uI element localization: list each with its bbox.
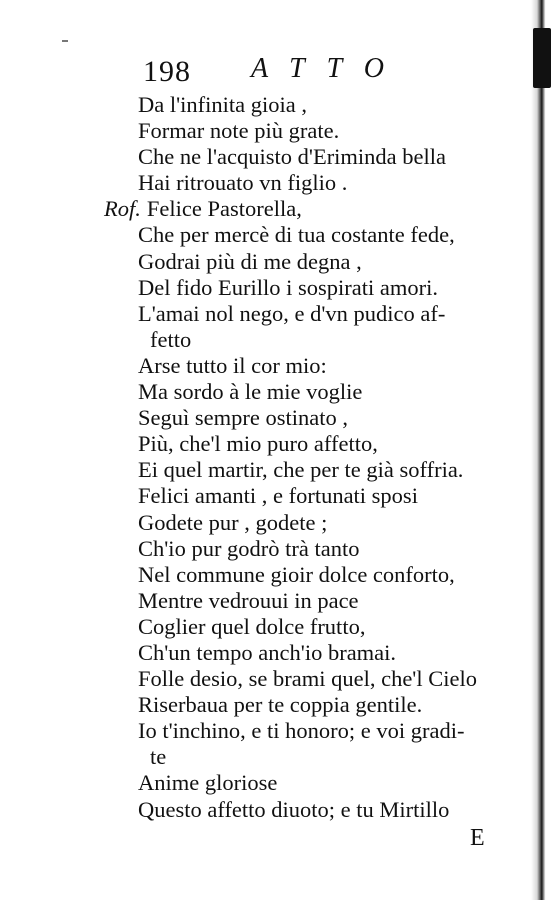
text-line: Formar note più grate. (138, 118, 340, 144)
page-header (143, 53, 443, 89)
text-line: Questo affetto diuoto; e tu Mirtillo (138, 796, 450, 822)
text-line (104, 196, 534, 222)
text-line: Da l'infinita gioia , (138, 92, 308, 117)
text-line: Folle desio, se brami quel, che'l Cielo (138, 666, 477, 692)
text-line: Hai ritrouato vn figlio . (138, 170, 348, 196)
scan-mark (62, 40, 68, 42)
binding-mark (533, 28, 551, 88)
text-line: Ma sordo à le mie voglie (138, 379, 363, 405)
text-line: Anime gloriose (138, 770, 278, 796)
text-line: Ei quel martir, che per te già soffria. (138, 457, 464, 483)
text-line: Godrai più di me degna , (138, 248, 362, 274)
text-line: Del fido Eurillo i sospirati amori. (138, 274, 438, 300)
running-head: ATTO (251, 53, 406, 84)
speaker-label: Rof. (104, 196, 141, 222)
text-line: Felici amanti , e fortunati sposi (138, 483, 418, 509)
page-binding-shadow (531, 0, 555, 900)
text-line: Mentre vedrouui in pace (138, 587, 359, 613)
text-line: L'amai nol nego, e d'vn pudico af- (138, 300, 446, 326)
text-line: fetto (150, 326, 192, 352)
text-line: Riserbaua per te coppia gentile. (138, 692, 423, 718)
text-line: Coglier quel dolce frutto, (138, 613, 366, 639)
text-line: Godete pur , godete ; (138, 509, 328, 535)
catchword: E (470, 825, 485, 851)
text-line: Che per mercè di tua costante fede, (138, 222, 455, 248)
page-number: 198 (143, 55, 191, 88)
text-line: Nel commune gioir dolce conforto, (138, 561, 455, 587)
text-line: te (150, 744, 167, 770)
text-line: Seguì sempre ostinato , (138, 405, 348, 431)
text-line: Io t'inchino, e ti honoro; e voi gradi- (138, 718, 465, 744)
text-line: Più, che'l mio puro affetto, (138, 431, 378, 457)
text-line: Ch'un tempo anch'io bramai. (138, 639, 397, 665)
text-line: Ch'io pur godrò trà tanto (138, 535, 360, 561)
line-text: Felice Pastorella, (146, 196, 302, 222)
verse-text-block (104, 92, 534, 823)
text-line: Che ne l'acquisto d'Eriminda bella (138, 144, 447, 170)
text-line: Arse tutto il cor mio: (138, 352, 327, 378)
